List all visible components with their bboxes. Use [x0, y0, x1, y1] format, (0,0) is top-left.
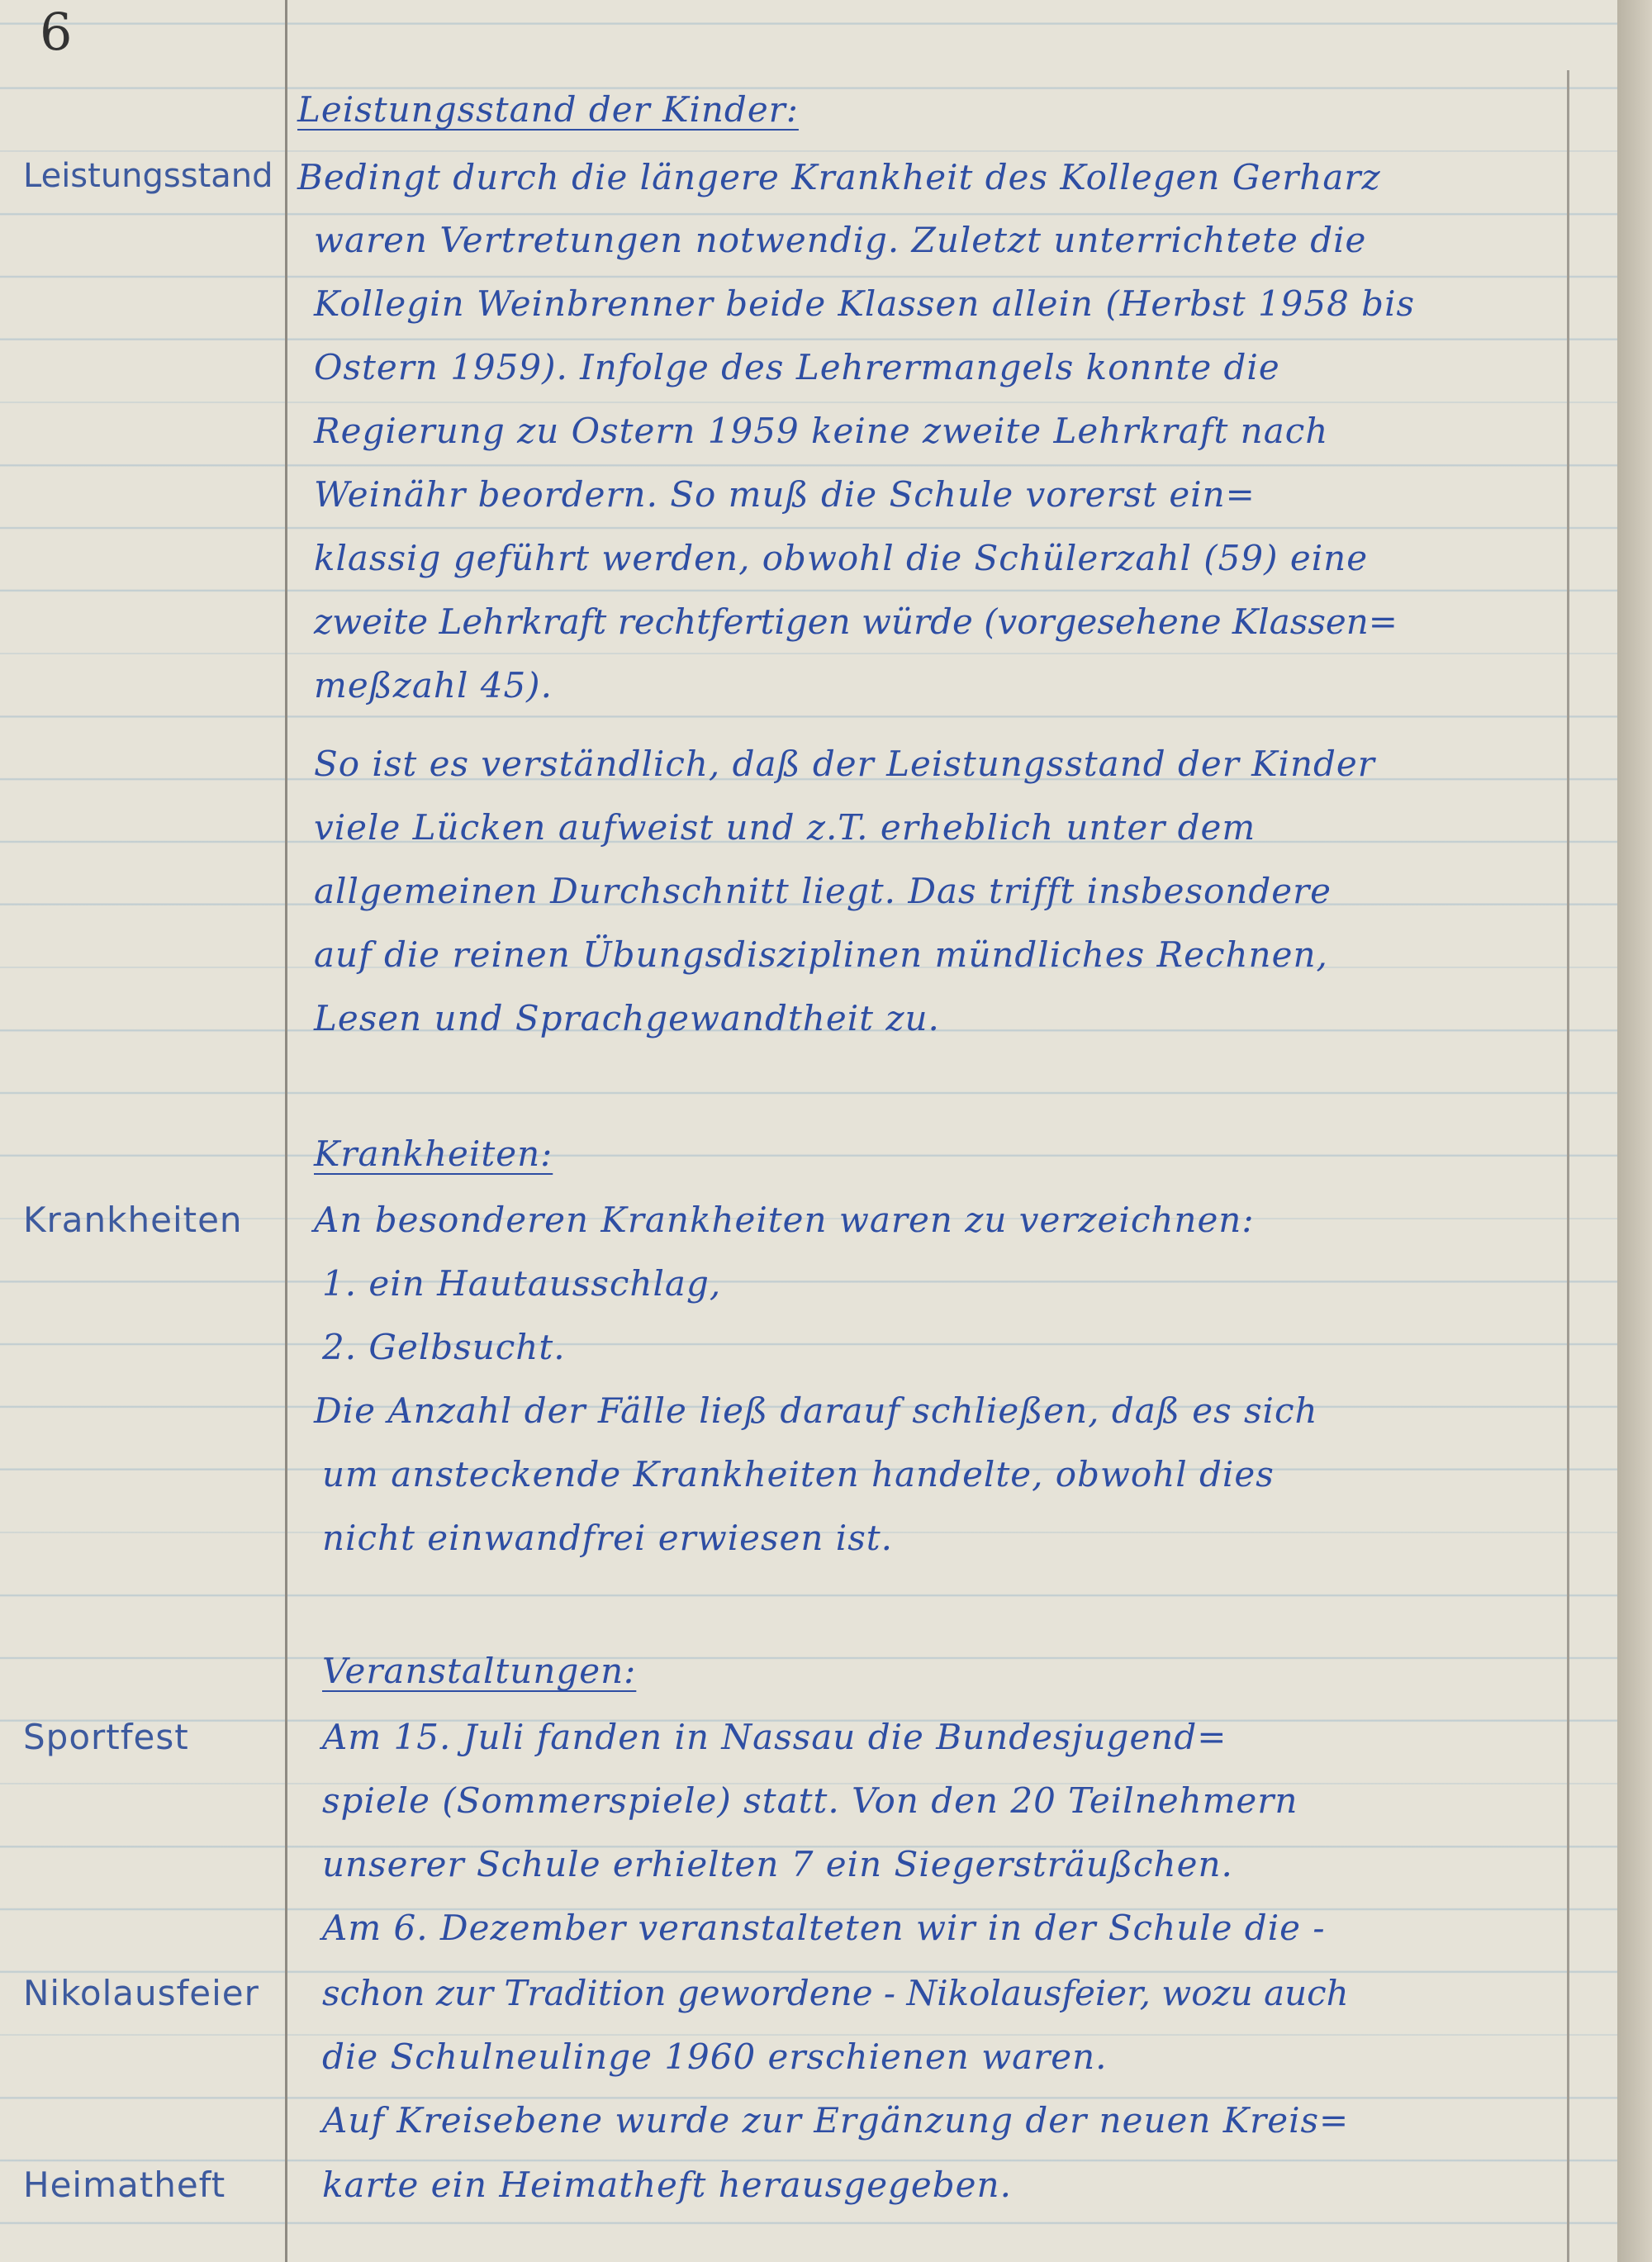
text-line: spiele (Sommerspiele) statt. Von den 20 Teilnehmern: [322, 1780, 1298, 1821]
text-line: nicht einwandfrei erwiesen ist.: [322, 1518, 894, 1558]
text-line: Am 15. Juli fanden in Nassau die Bundesjugend=: [322, 1717, 1227, 1757]
margin-note-heimatheft: Heimatheft: [23, 2165, 226, 2205]
margin-note-krankheiten: Krankheiten: [23, 1200, 243, 1240]
margin-note-nikolausfeier: Nikolausfeier: [23, 1973, 259, 2013]
right-margin-rule: [1567, 70, 1569, 2262]
margin-note-leistungsstand: Leistungsstand: [23, 157, 273, 195]
margin-rule: [285, 0, 287, 2262]
margin-note-sportfest: Sportfest: [23, 1717, 189, 1757]
text-line: So ist es verständlich, daß der Leistungsstand der Kinder: [314, 744, 1375, 784]
text-line: Bedingt durch die längere Krankheit des Kollegen Gerharz: [297, 157, 1381, 197]
text-line: klassig geführt werden, obwohl die Schülerzahl (59) eine: [314, 538, 1369, 578]
text-line: Am 6. Dezember veranstalteten wir in der Schule die -: [322, 1908, 1326, 1948]
text-line: schon zur Tradition gewordene - Nikolausfeier, wozu auch: [322, 1973, 1349, 2013]
text-line: unserer Schule erhielten 7 ein Siegersträußchen.: [322, 1844, 1233, 1884]
text-line: 1. ein Hautausschlag,: [322, 1263, 722, 1304]
text-line: um ansteckende Krankheiten handelte, obwohl dies: [322, 1454, 1275, 1495]
text-line: viele Lücken aufweist und z.T. erheblich unter dem: [314, 807, 1256, 848]
text-line: Die Anzahl der Fälle ließ darauf schließen, daß es sich: [314, 1390, 1318, 1431]
text-line: die Schulneulinge 1960 erschienen waren.: [322, 2036, 1108, 2077]
heading-krankheiten: Krankheiten:: [314, 1133, 553, 1174]
text-line: zweite Lehrkraft rechtfertigen würde (vorgesehene Klassen=: [314, 601, 1398, 642]
text-line: Lesen und Sprachgewandtheit zu.: [314, 998, 940, 1038]
text-line: 2. Gelbsucht.: [322, 1327, 566, 1367]
text-line: allgemeinen Durchschnitt liegt. Das trifft insbesondere: [314, 871, 1332, 911]
text-line: karte ein Heimatheft herausgegeben.: [322, 2165, 1012, 2205]
text-line: meßzahl 45).: [314, 665, 553, 706]
heading-leistungsstand: Leistungsstand der Kinder:: [297, 89, 799, 130]
page-number: 6: [40, 2, 73, 62]
text-line: Ostern 1959). Infolge des Lehrermangels konnte die: [314, 347, 1280, 387]
text-line: Auf Kreisebene wurde zur Ergänzung der neuen Kreis=: [322, 2100, 1350, 2141]
text-line: Regierung zu Ostern 1959 keine zweite Lehrkraft nach: [314, 411, 1329, 451]
text-line: auf die reinen Übungsdisziplinen mündliches Rechnen,: [314, 934, 1328, 975]
text-line: Weinähr beordern. So muß die Schule vorerst ein=: [314, 474, 1256, 515]
text-line: An besonderen Krankheiten waren zu verzeichnen:: [314, 1200, 1255, 1240]
text-line: waren Vertretungen notwendig. Zuletzt unterrichtete die: [314, 220, 1367, 260]
heading-veranstaltungen: Veranstaltungen:: [322, 1651, 637, 1691]
page-edge: [1617, 0, 1652, 2262]
text-line: Kollegin Weinbrenner beide Klassen allein (Herbst 1958 bis: [314, 283, 1416, 324]
